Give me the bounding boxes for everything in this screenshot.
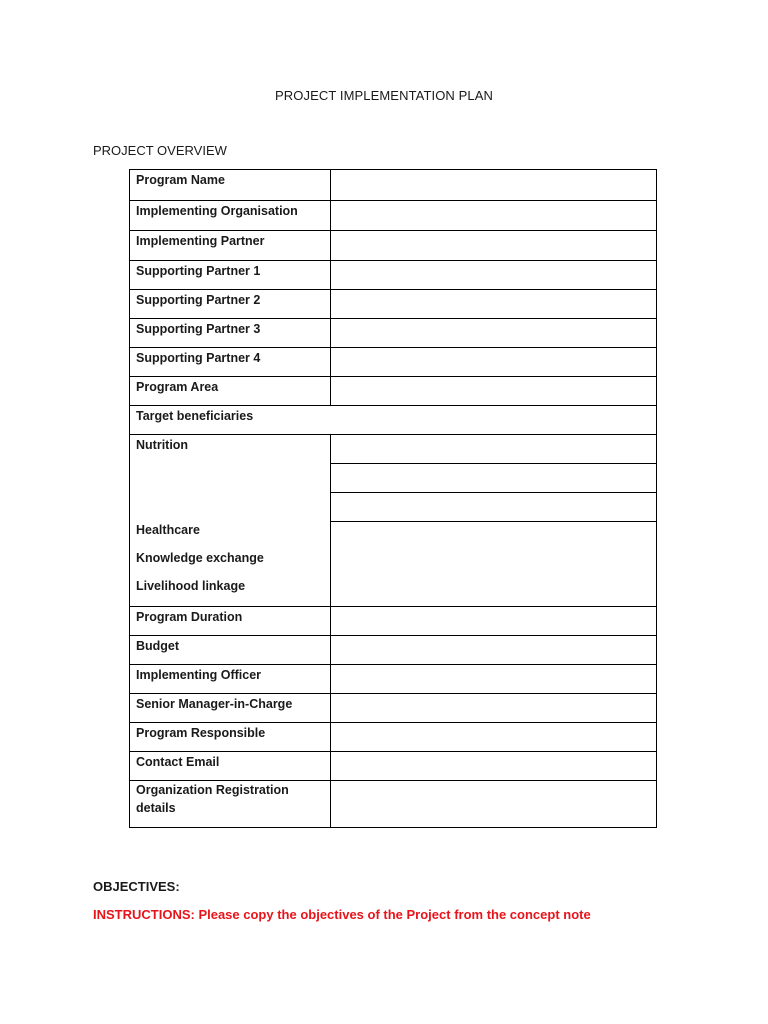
table-row bbox=[130, 723, 657, 752]
table-row bbox=[130, 231, 657, 261]
label-program-name: Program Name bbox=[130, 170, 331, 201]
value-nutrition-2[interactable] bbox=[331, 464, 657, 493]
label-nutrition: Nutrition bbox=[136, 438, 189, 452]
table-row bbox=[130, 435, 657, 464]
objectives-instructions: INSTRUCTIONS: Please copy the objectives of the Project from the concept note bbox=[93, 907, 591, 922]
table-row bbox=[130, 781, 657, 828]
value-senior-manager-in-charge[interactable] bbox=[331, 694, 657, 723]
table-row bbox=[130, 607, 657, 636]
value-healthcare-knowledge-livelihood[interactable] bbox=[331, 522, 657, 607]
table-row bbox=[130, 752, 657, 781]
label-livelihood-linkage: Livelihood linkage bbox=[136, 579, 246, 593]
value-supporting-partner-2[interactable] bbox=[331, 290, 657, 319]
value-program-area[interactable] bbox=[331, 377, 657, 406]
label-supporting-partner-4: Supporting Partner 4 bbox=[130, 348, 331, 377]
value-implementing-organisation[interactable] bbox=[331, 201, 657, 231]
value-contact-email[interactable] bbox=[331, 752, 657, 781]
label-supporting-partner-1: Supporting Partner 1 bbox=[130, 261, 331, 290]
label-implementing-organisation: Implementing Organisation bbox=[130, 201, 331, 231]
label-program-responsible: Program Responsible bbox=[130, 723, 331, 752]
label-knowledge-exchange: Knowledge exchange bbox=[136, 551, 264, 565]
table-row bbox=[130, 261, 657, 290]
value-supporting-partner-4[interactable] bbox=[331, 348, 657, 377]
label-implementing-partner: Implementing Partner bbox=[130, 231, 331, 261]
value-implementing-partner[interactable] bbox=[331, 231, 657, 261]
label-target-beneficiaries: Target beneficiaries bbox=[130, 406, 657, 435]
table-row bbox=[130, 406, 657, 435]
label-budget: Budget bbox=[130, 636, 331, 665]
table-row bbox=[130, 290, 657, 319]
label-program-duration: Program Duration bbox=[130, 607, 331, 636]
value-program-name[interactable] bbox=[331, 170, 657, 201]
table-row bbox=[130, 665, 657, 694]
objectives-heading: OBJECTIVES: bbox=[93, 879, 180, 894]
label-contact-email: Contact Email bbox=[130, 752, 331, 781]
spacer bbox=[136, 454, 324, 521]
label-organization-registration-details: Organization Registration details bbox=[130, 781, 331, 828]
value-implementing-officer[interactable] bbox=[331, 665, 657, 694]
label-healthcare: Healthcare bbox=[136, 523, 200, 537]
label-supporting-partner-3: Supporting Partner 3 bbox=[130, 319, 331, 348]
table-row bbox=[130, 201, 657, 231]
table-row bbox=[130, 694, 657, 723]
value-supporting-partner-3[interactable] bbox=[331, 319, 657, 348]
project-overview-table bbox=[129, 169, 657, 828]
table-row bbox=[130, 636, 657, 665]
label-supporting-partner-2: Supporting Partner 2 bbox=[130, 290, 331, 319]
section-title-project-overview: PROJECT OVERVIEW bbox=[93, 143, 227, 158]
value-nutrition-3[interactable] bbox=[331, 493, 657, 522]
value-program-duration[interactable] bbox=[331, 607, 657, 636]
value-organization-registration-details[interactable] bbox=[331, 781, 657, 828]
beneficiary-groups-cell bbox=[130, 435, 331, 607]
value-nutrition-1[interactable] bbox=[331, 435, 657, 464]
table-row bbox=[130, 348, 657, 377]
table-row bbox=[130, 319, 657, 348]
value-budget[interactable] bbox=[331, 636, 657, 665]
label-senior-manager-in-charge: Senior Manager-in-Charge bbox=[130, 694, 331, 723]
label-program-area: Program Area bbox=[130, 377, 331, 406]
label-implementing-officer: Implementing Officer bbox=[130, 665, 331, 694]
value-program-responsible[interactable] bbox=[331, 723, 657, 752]
value-supporting-partner-1[interactable] bbox=[331, 261, 657, 290]
document-title: PROJECT IMPLEMENTATION PLAN bbox=[275, 88, 493, 103]
table-row bbox=[130, 170, 657, 201]
table-row bbox=[130, 377, 657, 406]
